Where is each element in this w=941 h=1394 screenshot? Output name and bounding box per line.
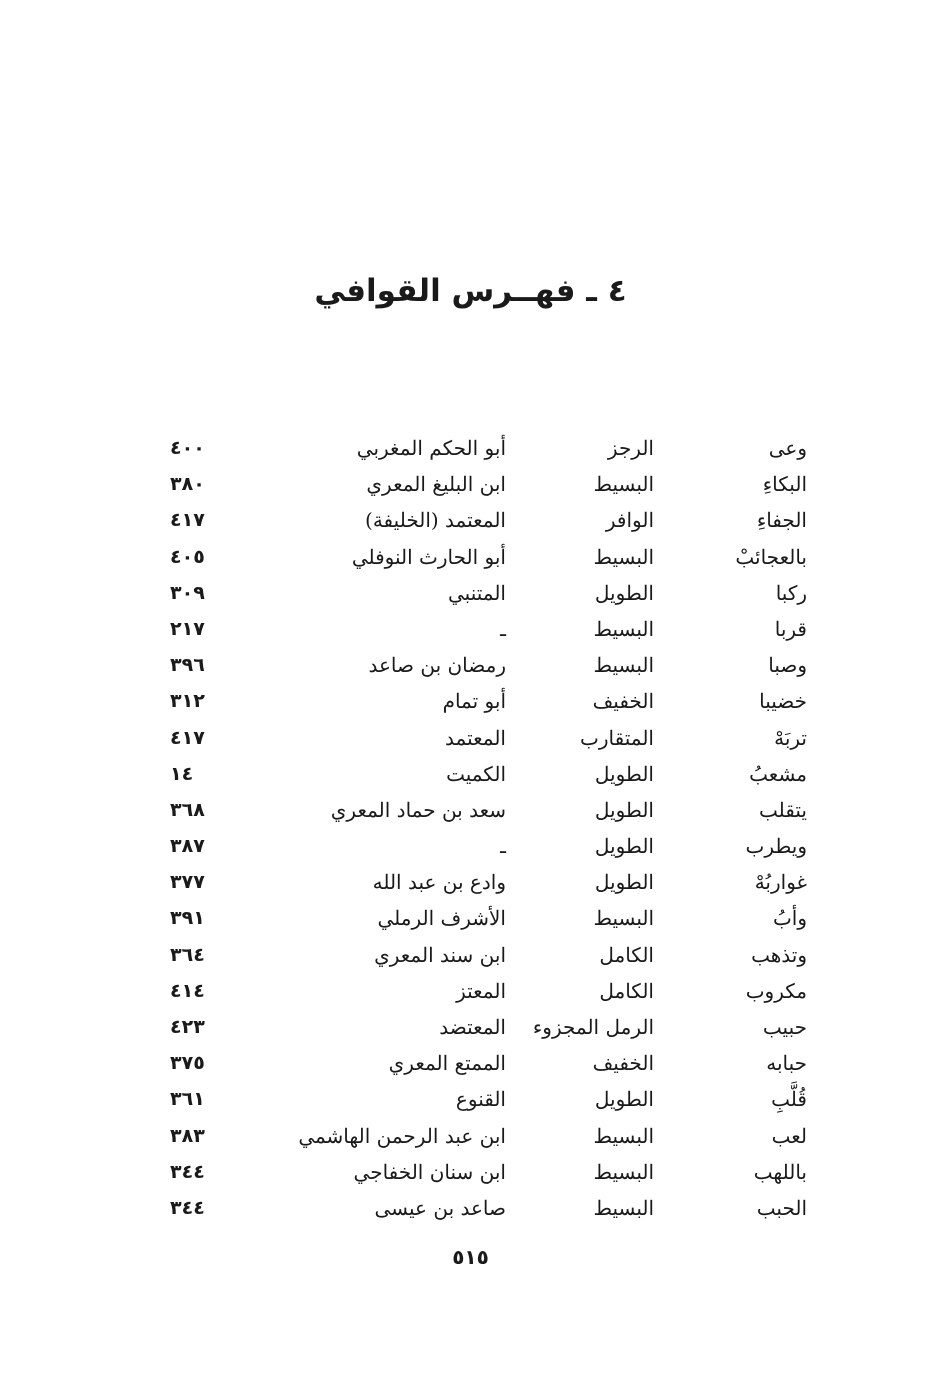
index-row (0, 430, 941, 466)
rhyme-word: قُلَّبِ (771, 1087, 807, 1112)
rhyme-word: وأبُ (772, 906, 807, 931)
rhyme-word: خضيبا (759, 689, 807, 714)
poetic-meter: البسيط (593, 616, 654, 641)
poetic-meter: الطويل (594, 580, 654, 605)
page-reference: ٣٠٩ (170, 581, 205, 604)
page-reference: ٤٠٥ (170, 545, 205, 568)
index-row (0, 1154, 941, 1190)
poetic-meter: المتقارب (580, 725, 654, 750)
index-row (0, 1118, 941, 1154)
poetic-meter: البسيط (593, 653, 654, 678)
poet-name: الأشرف الرملي (377, 906, 506, 931)
rhyme-word: باللهب (753, 1159, 807, 1184)
poetic-meter: الخفيف (592, 1051, 654, 1076)
page-reference: ٣١٢ (170, 690, 205, 713)
page-reference: ٤٠٠ (170, 437, 205, 459)
page-reference: ١٤ (170, 762, 194, 785)
page-reference: ٣٨٣ (170, 1124, 205, 1147)
index-row (0, 864, 941, 900)
index-row (0, 1009, 941, 1045)
page-reference: ٤١٧ (170, 726, 205, 749)
rhyme-word: وعى (768, 436, 807, 460)
rhyme-word: بالعجائبْ (735, 544, 807, 569)
index-row (0, 756, 941, 792)
rhyme-word: الحبب (756, 1195, 807, 1220)
page-reference: ٣٤٤ (170, 1160, 205, 1183)
rhyme-word: ويطرب (745, 834, 807, 859)
poetic-meter: الطويل (594, 1087, 654, 1112)
rhyme-word: حبابه (766, 1051, 807, 1076)
index-row (0, 575, 941, 611)
poetic-meter: الرمل المجزوء (532, 1015, 654, 1039)
page-reference: ٣٨٠ (170, 473, 205, 496)
index-row (0, 647, 941, 683)
poetic-meter: البسيط (593, 1195, 654, 1220)
poetic-meter: البسيط (593, 906, 654, 931)
rhyme-word: الجفاءِ (756, 508, 807, 533)
page-number: ٥١٥ (452, 1245, 489, 1269)
poetic-meter: الخفيف (592, 689, 654, 714)
index-row (0, 611, 941, 647)
poetic-meter: البسيط (593, 1123, 654, 1148)
poetic-meter: البسيط (593, 1159, 654, 1184)
poetic-meter: الطويل (594, 797, 654, 822)
page-reference: ٢١٧ (170, 617, 205, 640)
index-row (0, 502, 941, 538)
poetic-meter: البسيط (593, 544, 654, 569)
rhyme-word: ركبا (775, 580, 807, 605)
poetic-meter: الطويل (594, 761, 654, 786)
poet-name: الكميت (446, 761, 506, 786)
poet-name: صاعد بن عيسى (374, 1195, 506, 1220)
page-reference: ٣٩١ (170, 907, 205, 930)
poet-name: المعتمد (445, 725, 506, 750)
page-reference: ٤١٤ (170, 979, 205, 1002)
poet-name: ابن البليغ المعري (366, 472, 506, 497)
page-reference: ٣٦٤ (170, 943, 205, 966)
rhyme-word: تربَهْ (774, 725, 807, 750)
index-row (0, 1045, 941, 1081)
poet-name: ابن سنان الخفاجي (353, 1159, 506, 1184)
poet-name: المعتز (456, 978, 506, 1003)
index-row (0, 720, 941, 756)
index-row (0, 937, 941, 973)
page-reference: ٤١٧ (170, 509, 205, 532)
rhyme-word: وصبا (768, 653, 807, 678)
poet-name: المتنبي (448, 580, 506, 605)
index-row (0, 1081, 941, 1117)
index-row (0, 466, 941, 502)
page-reference: ٣٦٨ (170, 798, 205, 821)
poet-name: ـ (500, 616, 506, 641)
poetic-meter: الكامل (599, 978, 654, 1003)
poetic-meter: الطويل (594, 834, 654, 859)
poet-name: ـ (500, 834, 506, 859)
poetic-meter: الطويل (594, 870, 654, 895)
page-reference: ٣٩٦ (170, 654, 205, 677)
rhyme-word: لعب (771, 1123, 807, 1148)
page-reference: ٤٢٣ (170, 1016, 205, 1038)
rhyme-word: قربا (774, 616, 807, 641)
rhyme-index-table (0, 430, 941, 1226)
index-row (0, 828, 941, 864)
rhyme-word: وتذهب (751, 942, 807, 967)
poet-name: أبو تمام (442, 689, 506, 714)
poet-name: القنوع (455, 1087, 506, 1112)
poetic-meter: الوافر (605, 508, 654, 533)
poet-name: المعتضد (439, 1015, 506, 1039)
rhyme-word: مكروب (745, 978, 807, 1003)
page-reference: ٣٧٥ (170, 1052, 205, 1075)
poet-name: رمضان بن صاعد (368, 653, 506, 678)
poetic-meter: الكامل (599, 942, 654, 967)
rhyme-word: غواربُهْ (754, 870, 807, 895)
page-reference: ٣٨٧ (170, 835, 205, 858)
rhyme-word: مشعبُ (749, 761, 807, 786)
page-reference: ٣٤٤ (170, 1196, 205, 1219)
page-reference: ٣٦١ (170, 1088, 205, 1111)
index-row (0, 683, 941, 719)
rhyme-word: البكاءِ (762, 472, 807, 497)
index-row (0, 973, 941, 1009)
rhyme-word: يتقلب (759, 797, 807, 822)
poet-name: الممتع المعري (388, 1051, 506, 1076)
poet-name: ابن عبد الرحمن الهاشمي (298, 1123, 506, 1148)
index-row (0, 900, 941, 936)
poetic-meter: الرجز (607, 436, 654, 460)
poet-name: ابن سند المعري (374, 942, 506, 967)
index-row (0, 1190, 941, 1226)
poet-name: أبو الحكم المغربي (356, 436, 506, 460)
rhyme-word: حبيب (762, 1015, 807, 1039)
poetic-meter: البسيط (593, 472, 654, 497)
poet-name: أبو الحارث النوفلي (351, 544, 506, 569)
poet-name: وادع بن عبد الله (372, 870, 506, 895)
page-title: ٤ ـ فهــرس القوافي (314, 272, 627, 309)
poet-name: سعد بن حماد المعري (330, 797, 506, 822)
index-row (0, 792, 941, 828)
index-row (0, 539, 941, 575)
page-reference: ٣٧٧ (170, 871, 205, 894)
poet-name: المعتمد (الخليفة) (365, 508, 506, 533)
